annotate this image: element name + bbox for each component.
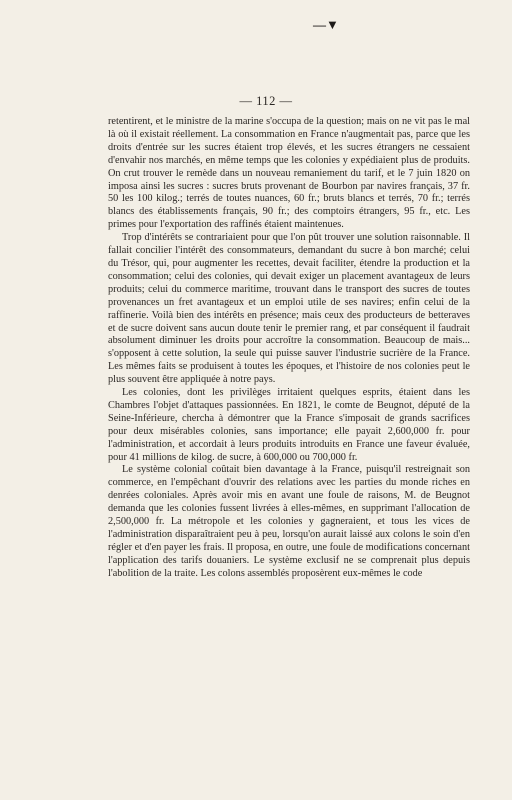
page-number: — 112 — [239, 94, 293, 108]
paragraph-4: Le système colonial coûtait bien davantage à la France, puisqu'il restreignait son commerce, en l'empêchant d'ouvrir des relations avec les parties du monde riches en denrées coloniales. Après avoir mis en avant une foule de raisons, M. de Beugnot demanda que les colonies fussent livrées à elles-mêmes, en supprimant l'allocation de 2,500,000 fr. La métropole et les colonies y gagneraient, et tous les vices de l'administration disparaîtraient peu à peu, lorsqu'on aurait laissé aux colons le soin d'en régler et d'en payer les frais. Il proposa, en outre, une foule de modifications concernant l'application des tarifs douaniers. Le système exclusif ne se comprenait plus depuis l'abolition de la traite. Les colons assemblés proposèrent eux-mêmes le code [108, 464, 470, 579]
body-text [108, 116, 470, 581]
paragraph-3: Les colonies, dont les privilèges irritaient quelques esprits, étaient dans les Chambres l'objet d'attaques passionnées. En 1821, le comte de Beugnot, député de la Seine-Inférieure, chercha à démontrer que la France s'imposait de grands sacrifices pour deux misérables colonies, sans importance; elle payait 2,600,000 fr. pour l'administration, et accordait à leurs produits introduits en France une faveur évaluée, pour 41 millions de kilog. de sucre, à 600,000 ou 700,000 fr. [108, 387, 470, 463]
paragraph-2: Trop d'intérêts se contrariaient pour que l'on pût trouver une solution raisonnable. Il fallait concilier l'intérêt des consommateurs, demandant du sucre à bon marché; celui du Trésor, qui, pour augmenter les recettes, devait faciliter, étendre la production et la consommation; celui des colonies, qui devait exiger un placement avantageux de leurs produits; celui du commerce maritime, trouvant dans le transport des sucres de toutes provenances un fret avantageux et un emploi utile de ses navires; enfin celui de la raffinerie. Voilà bien des intérêts en présence; mais ceux des producteurs de betteraves et de sucre doivent sans aucun doute tenir le premier rang, et par conséquent il faudrait absolument diminuer les droits pour accroître la consommation. Beaucoup de mais... s'opposent à cette solution, la seule qui puisse sauver l'industrie sucrière de la France. Les mêmes faits se produisent à toutes les époques, et l'histoire de nos colonies peut le plus souvent être appliquée à notre pays. [108, 232, 470, 386]
paragraph-1: retentirent, et le ministre de la marine s'occupa de la question; mais on ne vit pas le mal là où il existait réellement. La consommation en France n'augmentait pas, parce que les droits d'entrée sur les sucres étaient trop élevés, et les sucres étrangers ne cessaient d'envahir nos marchés, en même temps que les colonies y expédiaient plus de produits. On crut trouver le remède dans un nouveau remaniement du tarif, et le 7 juin 1820 on imposa ainsi les sucres : sucres bruts provenant de Bourbon par navires français, 37 fr. 50 les 100 kilog.; terrés de toutes nuances, 60 fr.; bruts blancs et terrés, 70 fr.; terrés blancs des établissements français, 90 fr.; des comptoirs étrangers, 95 fr., etc. Les primes pour l'exportation des raffinés étaient maintenues. [108, 116, 470, 231]
printer-mark: —▼ [313, 17, 339, 32]
